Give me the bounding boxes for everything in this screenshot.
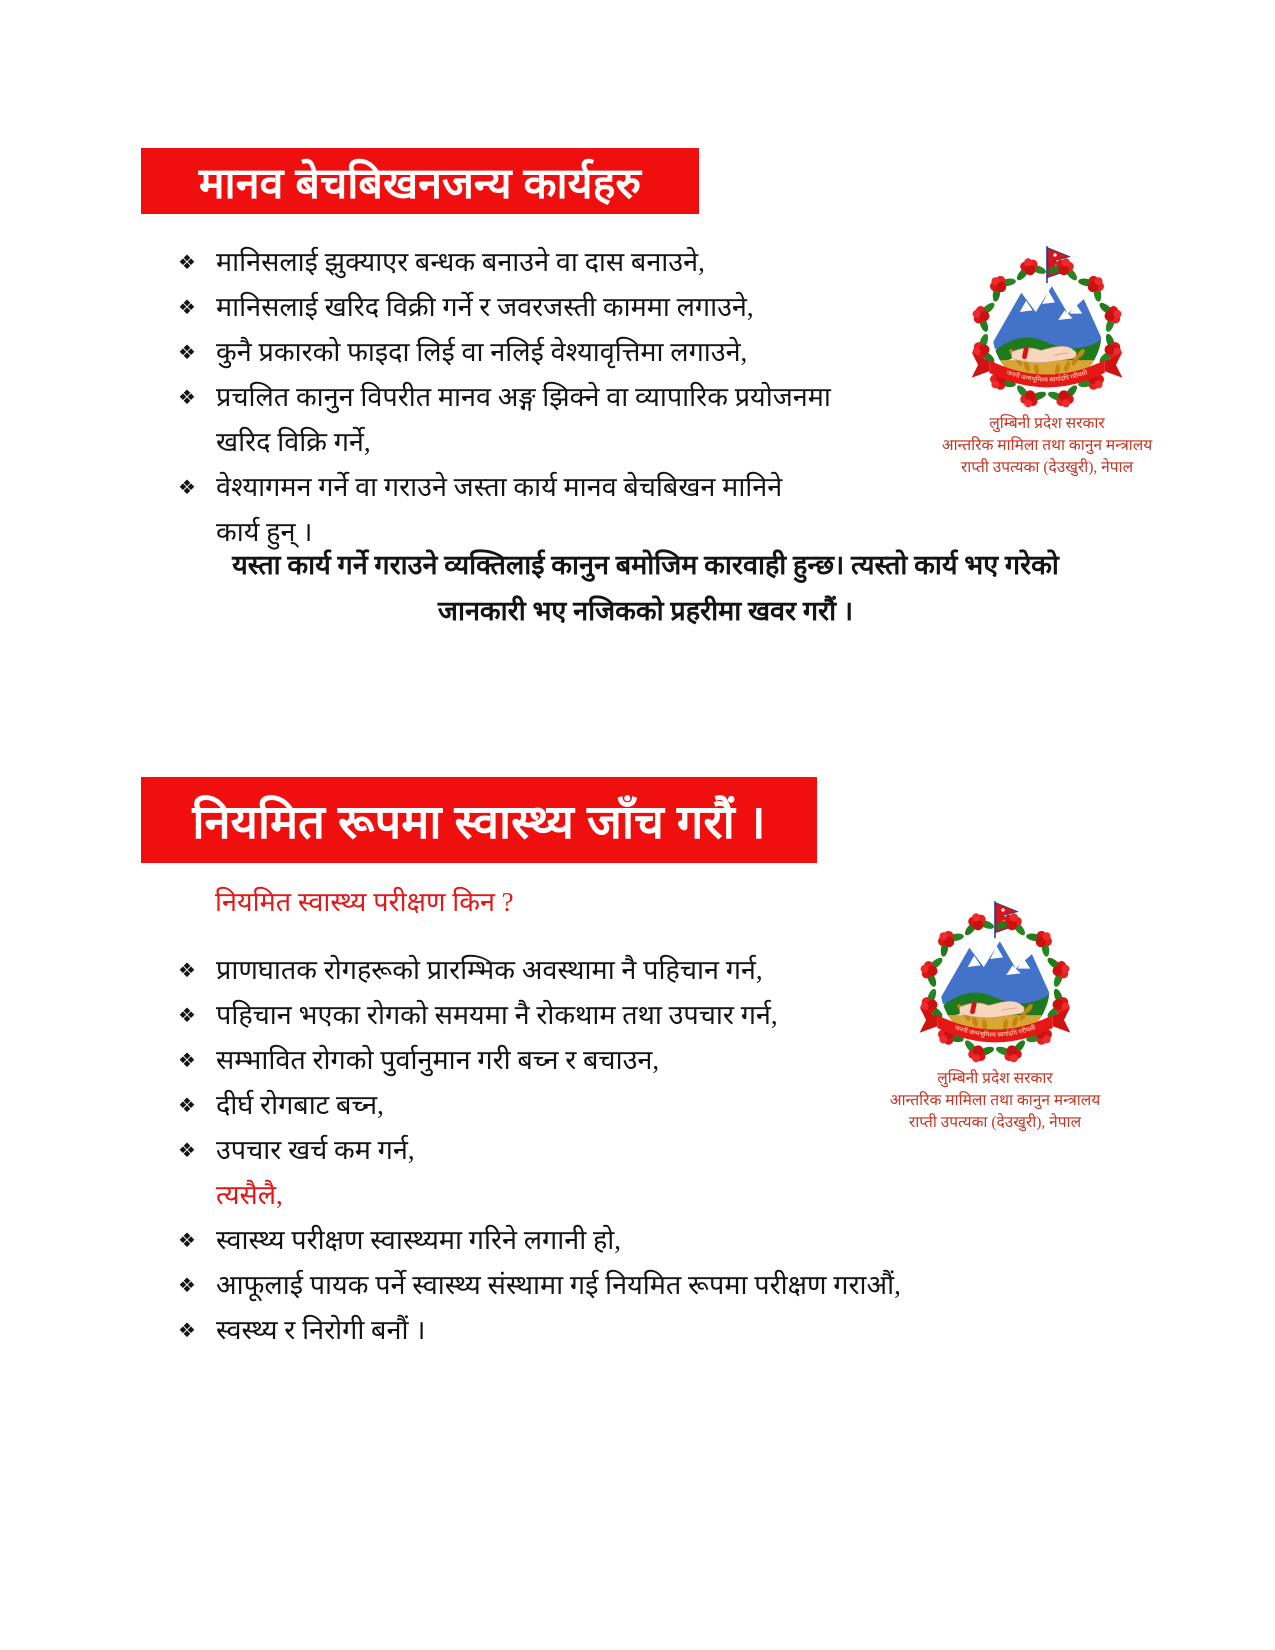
diamond-bullet-icon: ❖ (178, 385, 196, 409)
list-item-text: आफूलाई पायक पर्ने स्वास्थ्य संस्थामा गई नियमित रूपमा परीक्षण गराऔं, (216, 1270, 901, 1300)
list-item (178, 1038, 968, 1083)
interjection-text: त्यसैलै, (216, 1180, 283, 1210)
section2-heading: नियमित रूपमा स्वास्थ्य जाँच गरौं । (192, 795, 766, 848)
section2-subheading: नियमित स्वास्थ्य परीक्षण किन ? (215, 887, 514, 917)
diamond-bullet-icon: ❖ (178, 475, 196, 499)
list-item (178, 330, 898, 375)
section1-bullet-list (178, 240, 898, 555)
list-item (178, 1083, 968, 1128)
section1-heading: मानव बेचबिखनजन्य कार्यहरु (198, 159, 642, 208)
emblem-caption-line1: लुम्बिनी प्रदेश सरकार (937, 1070, 1053, 1087)
diamond-bullet-icon: ❖ (178, 958, 196, 982)
list-item-text: स्वास्थ्य परीक्षण स्वास्थ्यमा गरिने लगानी हो, (216, 1225, 622, 1255)
list-item-text: प्राणघातक रोगहरूको प्रारम्भिक अवस्थामा नै पहिचान गर्न, (216, 955, 763, 985)
list-item-text: दीर्घ रोगबाट बच्न, (216, 1090, 384, 1120)
list-item-text: उपचार खर्च कम गर्न, (216, 1135, 415, 1165)
diamond-bullet-icon: ❖ (178, 295, 196, 319)
list-item-text: मानिसलाई खरिद विक्री गर्ने र जवरजस्ती काममा लगाउने, (216, 292, 754, 322)
diamond-bullet-icon: ❖ (178, 1318, 196, 1342)
list-item (178, 465, 898, 510)
diamond-bullet-icon: ❖ (178, 1048, 196, 1072)
list-item (178, 1218, 968, 1263)
list-item-text: कुनै प्रकारको फाइदा लिई वा नलिई वेश्यावृत्तिमा लगाउने, (216, 337, 748, 367)
emblem-caption-line1: लुम्बिनी प्रदेश सरकार (989, 415, 1105, 432)
list-item (178, 948, 968, 993)
list-item (178, 993, 968, 1038)
list-item-text: सम्भावित रोगको पुर्वानुमान गरी बच्न र बचाउन, (216, 1045, 660, 1075)
list-item (178, 1308, 968, 1353)
list-item-text: प्रचलित कानुन विपरीत मानव अङ्ग झिक्ने वा व्यापारिक प्रयोजनमा (216, 382, 831, 412)
list-item-text: खरिद विक्रि गर्ने, (216, 427, 371, 457)
list-item (178, 1128, 968, 1173)
emblem-caption-line2: आन्तरिक मामिला तथा कानुन मन्त्रालय (941, 437, 1153, 454)
list-item-text: मानिसलाई झुक्याएर बन्धक बनाउने वा दास बनाउने, (216, 247, 705, 277)
warning-note-line2: जानकारी भए नजिकको प्रहरीमा खवर गरौं । (437, 596, 854, 626)
diamond-bullet-icon: ❖ (178, 1093, 196, 1117)
list-item-text: पहिचान भएका रोगको समयमा नै रोकथाम तथा उपचार गर्न, (216, 1000, 778, 1030)
diamond-bullet-icon: ❖ (178, 1273, 196, 1297)
province-emblem-block (932, 243, 1162, 479)
diamond-bullet-icon: ❖ (178, 250, 196, 274)
list-item-text: वेश्यागमन गर्ने वा गराउने जस्ता कार्य मानव बेचबिखन मानिने (216, 472, 783, 502)
emblem-caption-line3: राप्ती उपत्यका (देउखुरी), नेपाल (908, 1114, 1082, 1131)
list-item-text: स्वस्थ्य र निरोगी बनौं । (216, 1315, 426, 1345)
list-item (178, 285, 898, 330)
interjection-line (178, 1173, 968, 1218)
emblem-caption-line3: राप्ती उपत्यका (देउखुरी), नेपाल (960, 459, 1134, 476)
list-item (178, 1263, 968, 1308)
diamond-bullet-icon: ❖ (178, 340, 196, 364)
diamond-bullet-icon: ❖ (178, 1003, 196, 1027)
list-item-continuation (178, 420, 898, 465)
warning-note (158, 542, 1133, 634)
diamond-bullet-icon: ❖ (178, 1138, 196, 1162)
list-item (178, 240, 898, 285)
list-item-text: कार्य हुन् । (216, 517, 313, 547)
section1-heading-banner (141, 148, 699, 214)
diamond-bullet-icon: ❖ (178, 1228, 196, 1252)
section2-heading-banner (141, 777, 817, 863)
warning-note-line1: यस्ता कार्य गर्ने गराउने व्यक्तिलाई कानुन बमोजिम कारवाही हुन्छ। त्यस्तो कार्य भए गरेको (232, 550, 1059, 580)
list-item (178, 375, 898, 420)
lumbini-province-emblem-icon (958, 243, 1136, 413)
section2-bullet-list (178, 948, 968, 1353)
emblem-caption-line2: आन्तरिक मामिला तथा कानुन मन्त्रालय (889, 1092, 1101, 1109)
